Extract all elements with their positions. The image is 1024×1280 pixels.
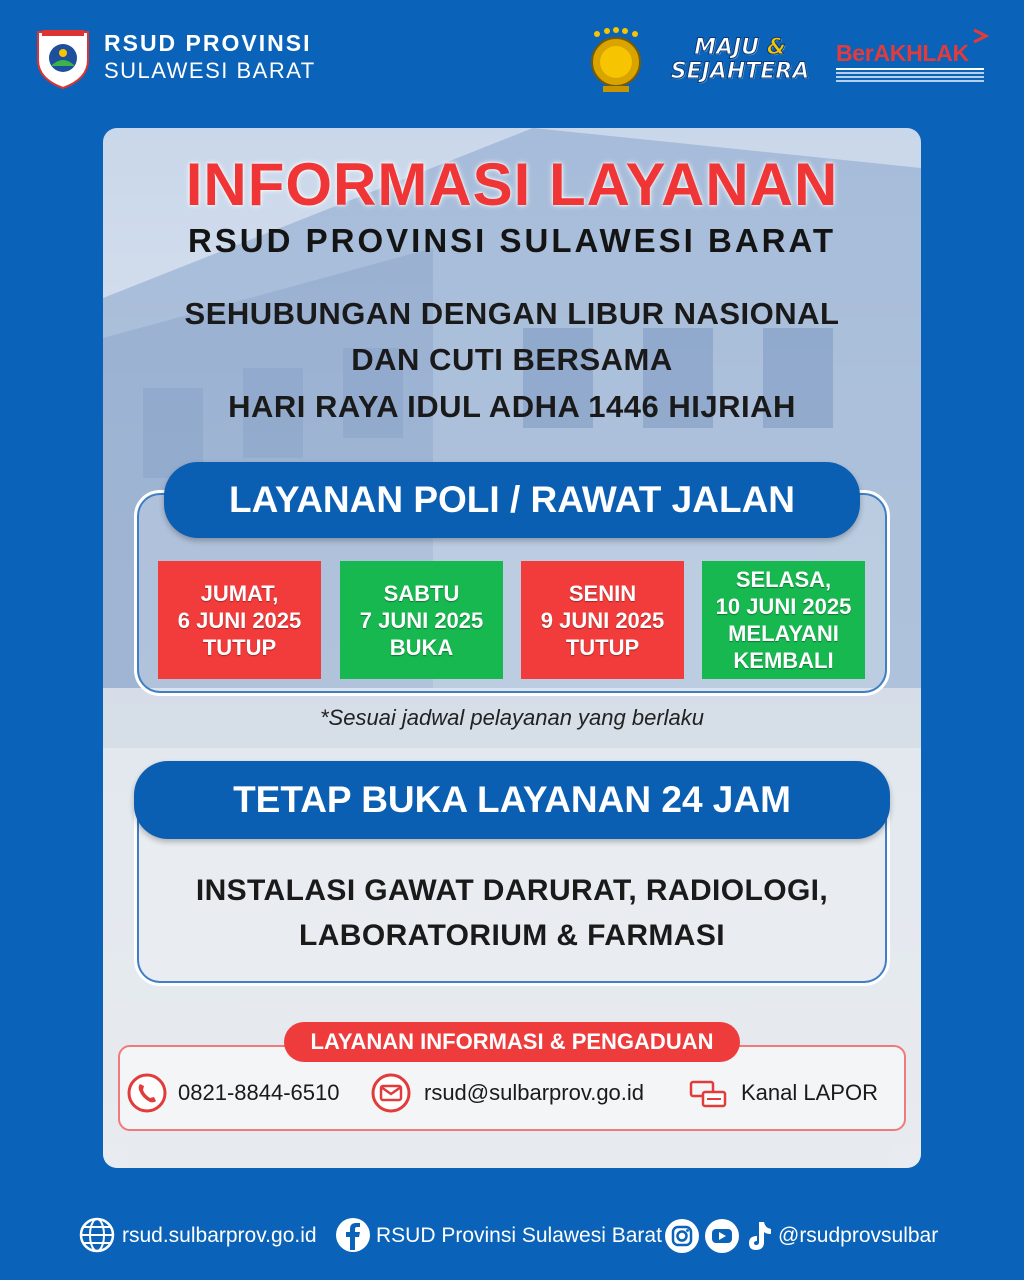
contact-lapor[interactable]: Kanal LAPOR <box>741 1080 878 1105</box>
gold-badge-logo <box>585 26 647 94</box>
berakhlak-arrow-icon <box>970 26 992 48</box>
youtube-icon <box>704 1218 740 1254</box>
poster-subtitle: RSUD PROVINSI SULAWESI BARAT <box>187 222 837 259</box>
open24-heading: TETAP BUKA LAYANAN 24 JAM <box>134 761 890 839</box>
brand-name-line1: RSUD PROVINSI <box>104 30 312 56</box>
day-name: SELASA, <box>735 567 832 592</box>
contact-phone[interactable]: 0821-8844-6510 <box>178 1080 340 1105</box>
footer-facebook[interactable]: RSUD Provinsi Sulawesi Barat <box>376 1224 662 1247</box>
open24-services-line2: LABORATORIUM & FARMASI <box>298 919 725 952</box>
berakhlak-underline <box>836 68 984 70</box>
open24-services-line1: INSTALASI GAWAT DARURAT, RADIOLOGI, <box>195 874 829 907</box>
day-date: 7 JUNI 2025 <box>359 607 484 633</box>
day-status: TUTUP <box>565 634 640 660</box>
contact-heading: LAYANAN INFORMASI & PENGADUAN <box>284 1022 740 1062</box>
instagram-icon <box>664 1218 700 1254</box>
day-card-saturday <box>340 561 503 679</box>
berakhlak-tagline-lines <box>836 72 984 82</box>
day-status: BUKA <box>389 634 454 660</box>
slogan-ampersand: & <box>766 35 786 60</box>
day-status-2: KEMBALI <box>733 648 834 673</box>
emblem-logo <box>34 26 92 90</box>
tiktok-icon <box>744 1218 774 1254</box>
footer-website[interactable]: rsud.sulbarprov.go.id <box>122 1224 317 1247</box>
slogan-line1: MAJU <box>694 35 760 60</box>
day-card-tuesday <box>702 561 865 679</box>
day-name: SENIN <box>568 580 637 606</box>
contact-email[interactable]: rsud@sulbarprov.go.id <box>424 1080 645 1105</box>
day-date: 6 JUNI 2025 <box>177 607 302 633</box>
berakhlak-logo-text: BerAKHLAK <box>836 40 969 66</box>
day-status: TUTUP <box>202 634 277 660</box>
day-name: SABTU <box>383 580 460 606</box>
schedule-note: *Sesuai jadwal pelayanan yang berlaku <box>319 705 705 730</box>
globe-icon <box>78 1216 116 1254</box>
slogan-maju-sejahtera <box>660 36 820 84</box>
day-card-friday <box>158 561 321 679</box>
facebook-icon <box>334 1216 372 1254</box>
intro-line-3: HARI RAYA IDUL ADHA 1446 HIJRIAH <box>228 389 796 424</box>
email-icon <box>370 1072 412 1114</box>
footer-social-handle[interactable]: @rsudprovsulbar <box>778 1224 939 1247</box>
chat-icon <box>688 1078 730 1112</box>
intro-line-2: DAN CUTI BERSAMA <box>351 342 673 377</box>
day-date: 9 JUNI 2025 <box>540 607 665 633</box>
day-date: 10 JUNI 2025 <box>715 594 852 619</box>
slogan-line2: SEJAHTERA <box>670 59 810 84</box>
outpatient-heading: LAYANAN POLI / RAWAT JALAN <box>164 462 860 538</box>
poster-title: INFORMASI LAYANAN <box>185 151 839 218</box>
day-card-monday <box>521 561 684 679</box>
brand-name-line2: SULAWESI BARAT <box>104 58 316 83</box>
day-status: MELAYANI <box>728 621 839 646</box>
intro-line-1: SEHUBUNGAN DENGAN LIBUR NASIONAL <box>184 296 840 331</box>
day-name: JUMAT, <box>200 580 279 606</box>
phone-icon <box>126 1072 168 1114</box>
